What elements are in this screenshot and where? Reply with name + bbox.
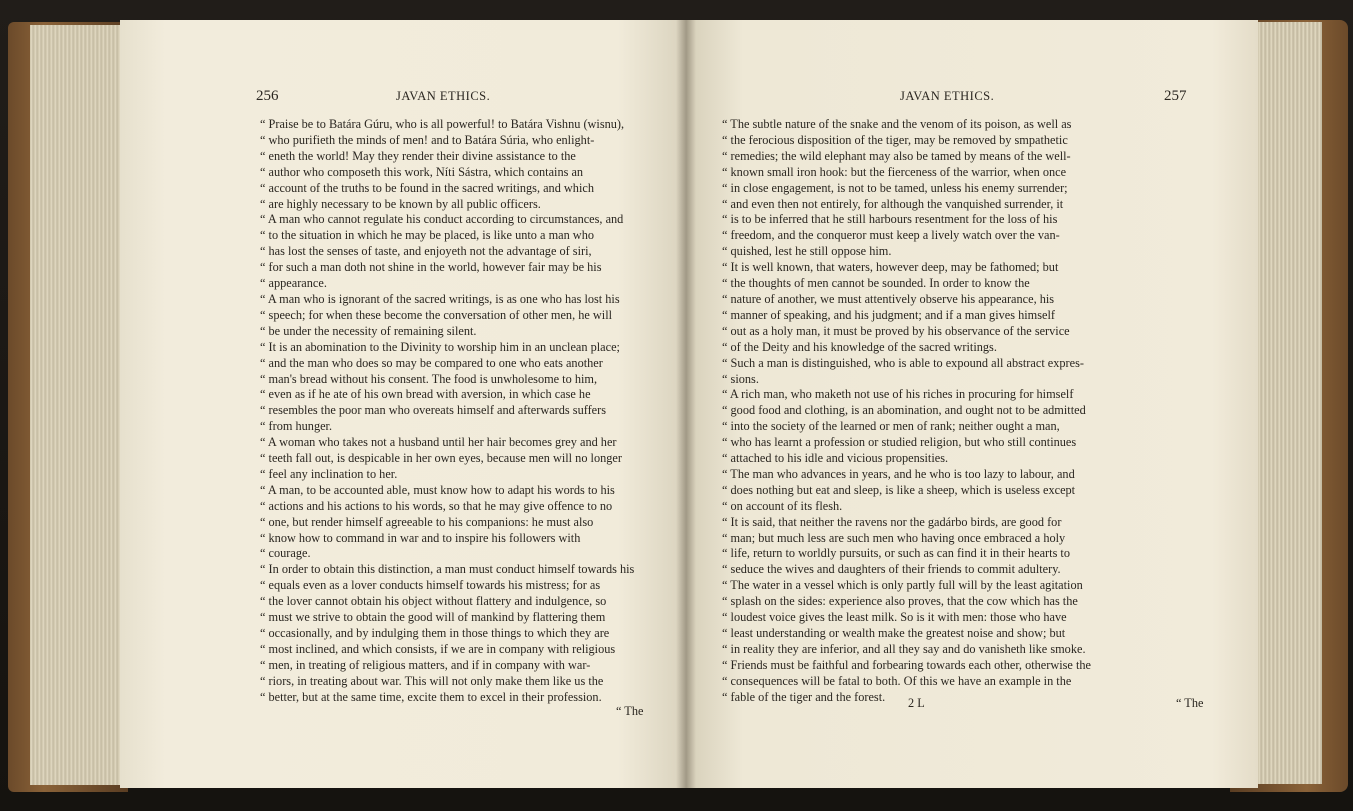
right-page-number: 257: [1164, 88, 1187, 104]
text-line: “ The man who advances in years, and he who is too lazy to labour, and: [722, 466, 1075, 481]
text-line: “ It is said, that neither the ravens nor the gadárbo birds, are good for: [722, 514, 1062, 529]
text-line: “ and the man who does so may be compared to one who eats another: [260, 355, 603, 370]
text-line: “ least understanding or wealth make the greatest noise and show; but: [722, 626, 1066, 640]
text-line: “ life, return to worldly pursuits, or such as can find it in their hearts to: [722, 546, 1070, 561]
text-line: “ actions and his actions to his words, so that he may give offence to no: [260, 498, 613, 513]
left-catchword: “ The: [616, 704, 644, 718]
text-line: “ of the Deity and his knowledge of the sacred writings.: [722, 339, 997, 354]
left-page-number: 256: [256, 88, 279, 104]
text-line: “ has lost the senses of taste, and enjoyeth not the advantage of siri,: [260, 244, 592, 259]
text-line: “ It is well known, that waters, however deep, may be fathomed; but: [722, 260, 1059, 275]
text-line: “ A man, to be accounted able, must know how to adapt his words to his: [260, 482, 615, 497]
right-running-head: JAVAN ETHICS.: [900, 89, 995, 103]
text-line: “ known small iron hook: but the fierceness of the warrior, when once: [722, 164, 1067, 179]
text-line: “ on account of its flesh.: [722, 498, 843, 513]
text-line: “ be under the necessity of remaining silent.: [260, 323, 477, 338]
text-line: “ know how to command in war and to inspire his followers with: [260, 530, 581, 545]
right-page: [686, 20, 1258, 788]
text-line: “ the lover cannot obtain his object without flattery and indulgence, so: [260, 594, 607, 609]
text-line: “ from hunger.: [260, 419, 333, 434]
text-line: “ out as a holy man, it must be proved by his observance of the service: [722, 323, 1070, 338]
text-line: “ attached to his idle and vicious propensities.: [722, 451, 949, 466]
text-line: “ A woman who takes not a husband until her hair becomes grey and her: [260, 435, 617, 450]
text-line: “ account of the truths to be found in the sacred writings, and which: [260, 180, 594, 195]
text-line: “ nature of another, we must attentively observe his appearance, his: [722, 291, 1055, 306]
text-line: “ occasionally, and by indulging them in those things to which they are: [260, 626, 610, 640]
text-line: “ even as if he ate of his own bread with aversion, in which case he: [260, 387, 591, 402]
text-line: “ courage.: [260, 546, 311, 561]
text-line: “ speech; for when these become the conversation of other men, he will: [260, 307, 613, 322]
text-line: “ remedies; the wild elephant may also be tamed by means of the well-: [722, 148, 1071, 163]
text-line: “ are highly necessary to be known by all public officers.: [260, 196, 541, 211]
text-line: “ in reality they are inferior, and all they say and do vanisheth like smoke.: [722, 641, 1086, 656]
text-line: “ A man who cannot regulate his conduct according to circumstances, and: [260, 212, 624, 227]
text-line: “ A man who is ignorant of the sacred writings, is as one who has lost his: [260, 291, 620, 306]
text-line: “ one, but render himself agreeable to his companions: he must also: [260, 514, 594, 529]
text-line: “ manner of speaking, and his judgment; and if a man gives himself: [722, 307, 1055, 322]
text-line: “ Such a man is distinguished, who is able to expound all abstract expres-: [722, 355, 1084, 370]
text-line: “ the ferocious disposition of the tiger, may be removed by smpathetic: [722, 132, 1068, 147]
text-line: “ for such a man doth not shine in the world, however fair may be his: [260, 260, 602, 275]
text-line: “ in close engagement, is not to be tamed, unless his enemy surrender;: [722, 180, 1068, 195]
text-line: “ Friends must be faithful and forbearing towards each other, otherwise the: [722, 657, 1091, 672]
text-line: “ seduce the wives and daughters of their friends to commit adultery.: [722, 562, 1061, 577]
right-page-text: [722, 117, 1222, 706]
text-line: “ better, but at the same time, excite them to excel in their profession.: [260, 689, 602, 704]
text-line: “ appearance.: [260, 276, 327, 291]
text-line: “ man; but much less are such men who having once embraced a holy: [722, 530, 1066, 545]
text-line: “ men, in treating of religious matters, and if in company with war-: [260, 657, 591, 672]
text-line: “ freedom, and the conqueror must keep a lively watch over the van-: [722, 228, 1060, 243]
text-line: “ into the society of the learned or men of rank; neither ought a man,: [722, 419, 1060, 434]
text-line: “ most inclined, and which consists, if we are in company with religious: [260, 641, 616, 656]
text-line: “ must we strive to obtain the good will of mankind by flattering them: [260, 610, 606, 625]
text-line: “ eneth the world! May they render their divine assistance to the: [260, 148, 576, 163]
text-line: “ good food and clothing, is an abomination, and ought not to be admitted: [722, 403, 1086, 418]
text-line: “ author who composeth this work, Níti Sástra, which contains an: [260, 164, 584, 179]
left-running-head: JAVAN ETHICS.: [396, 89, 491, 103]
text-line: “ In order to obtain this distinction, a man must conduct himself towards his: [260, 562, 635, 577]
text-line: “ the thoughts of men cannot be sounded. In order to know the: [722, 276, 1030, 291]
text-line: “ to the situation in which he may be placed, is like unto a man who: [260, 228, 594, 243]
left-page: [120, 20, 686, 788]
text-line: “ riors, in treating about war. This will not only make them like us the: [260, 673, 604, 688]
text-line: “ A rich man, who maketh not use of his riches in procuring for himself: [722, 387, 1074, 402]
text-line: “ It is an abomination to the Divinity to worship him in an unclean place;: [260, 339, 620, 354]
text-line: “ The water in a vessel which is only partly full will by the least agitation: [722, 578, 1083, 593]
text-line: “ man's bread without his consent. The food is unwholesome to him,: [260, 371, 598, 386]
text-line: “ is to be inferred that he still harbours resentment for the loss of his: [722, 212, 1058, 227]
book-gutter: [676, 20, 696, 788]
text-line: “ resembles the poor man who overeats himself and afterwards suffers: [260, 403, 607, 418]
text-line: “ fable of the tiger and the forest.: [722, 689, 886, 704]
text-line: “ Praise be to Batára Gúru, who is all powerful! to Batára Vishnu (wisnu),: [260, 117, 625, 131]
text-line: “ who has learnt a profession or studied religion, but who still continues: [722, 435, 1077, 450]
left-page-text: [260, 117, 680, 706]
text-line: “ loudest voice gives the least milk. So is it with men: those who have: [722, 610, 1067, 625]
text-line: “ The subtle nature of the snake and the venom of its poison, as well as: [722, 117, 1072, 131]
text-line: “ consequences will be fatal to both. Of this we have an example in the: [722, 673, 1072, 688]
text-line: “ splash on the sides: experience also proves, that the cow which has the: [722, 594, 1078, 609]
text-line: “ equals even as a lover conducts himself towards his mistress; for as: [260, 578, 601, 593]
right-catchword: “ The: [1176, 696, 1204, 710]
text-line: “ sions.: [722, 371, 759, 386]
text-line: “ quished, lest he still oppose him.: [722, 244, 892, 259]
text-line: “ does nothing but eat and sleep, is like a sheep, which is useless except: [722, 482, 1076, 497]
text-line: “ and even then not entirely, for although the vanquished surrender, it: [722, 196, 1064, 211]
text-line: “ feel any inclination to her.: [260, 466, 398, 481]
signature-mark: 2 L: [908, 696, 925, 710]
text-line: “ who purifieth the minds of men! and to Batára Súria, who enlight-: [260, 132, 595, 147]
text-line: “ teeth fall out, is despicable in her own eyes, because men will no longer: [260, 451, 622, 466]
